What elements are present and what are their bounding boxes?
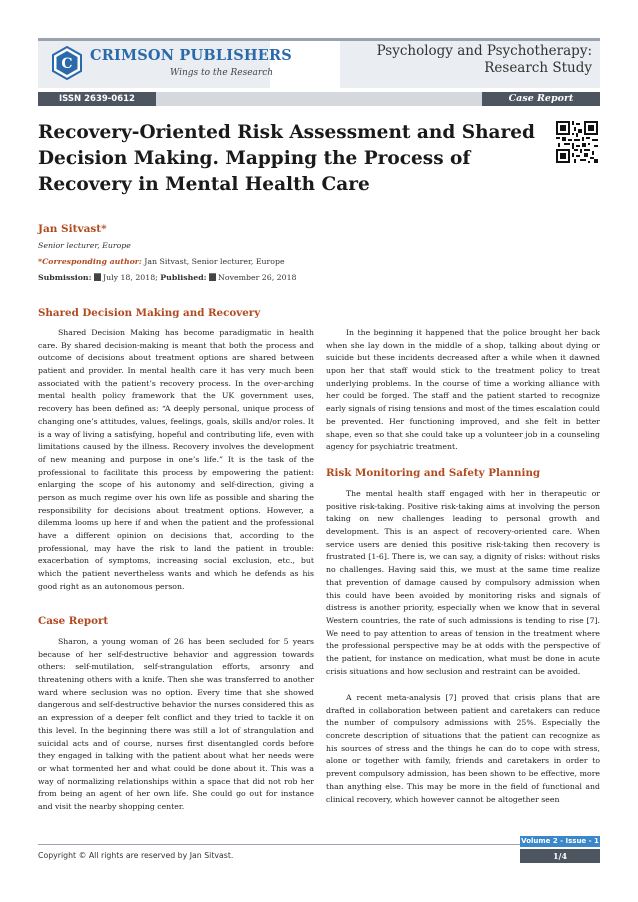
paragraph-shared-decision-making: Shared Decision Making has become paradigmatic in health care. By shared decision-making is meant that both the process and outcome of decisions about treatment options are shared between patient and provider. In mental health care it has very much been associated with the patient’s recovery process. In the over-arching mental health policy framework that the UK government uses, recovery has been defined as: “A deeply personal, unique process of changing one’s attitudes, values, feelings, goals, skills and/or roles. It is a way of living a satisfying, hopeful and contributing life, even with limitations caused by the illness. Recovery involves the development of new meaning and purpose in one’s life.” It is the task of the professional to facilitate this process by empowering the patient: enlarging the scope of his autonomy and self-direction, giving a person as much regime over his own life as possible and sharing the responsibility for decisions about treatment options. However, a dilemma looms up here if and when the patient and the professional have a different opinion on decisions that, according to the professional, may have the risk to land the patient in trouble: exacerbation of symptoms, increasing social exclusion, etc., but which the patient nevertheless wants and which he defends as his good right as an autonomous person. bbox=[38, 328, 314, 591]
volume-issue-badge: Volume 2 - Issue - 1 bbox=[521, 837, 599, 845]
qr-code-icon[interactable] bbox=[556, 121, 598, 163]
author-name: Jan Sitvast* bbox=[38, 223, 107, 235]
publication-dates bbox=[38, 273, 297, 282]
submission-date: July 18, 2018; bbox=[102, 273, 158, 282]
copyright-notice: Copyright © All rights are reserved by Jan Sitvast. bbox=[38, 851, 234, 860]
article-title: Recovery-Oriented Risk Assessment and Shared Decision Making. Mapping the Process of Recovery in Mental Health Care bbox=[38, 122, 535, 195]
paragraph-meta-analysis: A recent meta-analysis [7] proved that crisis plans that are drafted in collaboration between patient and caretakers can reduce the number of compulsory admissions with 25%. Especially the concrete description of situations that the patient can recognize as his sources of stress and the things he can do to cope with stress, alone or together with family, friends and caretakers in order to prevent compulsory admission, has been shown to be effective, more than anything else. This may be more in the field of functional and clinical recovery, which however cannot be altogether seen bbox=[326, 693, 600, 804]
publisher-name: CRIMSON PUBLISHERS bbox=[90, 47, 292, 64]
paragraph-case-report: Sharon, a young woman of 26 has been secluded for 5 years because of her self-destructive behavior and aggression towards others: self-mutilation, self-strangulation efforts, arsonry and threatening others with a knife. Then she was transferred to another ward where seclusion was no option. Every time that she showed dangerous and self-destructive behavior the nurses considered this as an expression of a deeper felt conflict and they tried to tackle it on this level. In the beginning there was still a lot of strangulation and suicidal acts and of course, nurses first disentangled cords before they engaged in talking with the patient about what her needs were or what tormented her and what could be done about it. This was a way of normalizing relationships within a space that did not rob her from being an agent of her own life. She could go out for instance and visit the nearby shopping center. bbox=[38, 637, 314, 811]
article-type-badge: Case Report bbox=[482, 92, 600, 106]
logo-letter: C bbox=[61, 56, 73, 72]
paragraph-risk-monitoring: The mental health staff engaged with her in therapeutic or positive risk-taking. Positive risk-taking aims at involving the person taking on new challenges leading to personal growth and development. This is an aspect of recovery-oriented care. When service users are denied this positive risk-taking then recovery is frustrated [1-6]. There is, we can say, a dignity of risks: without risks no challenges. Having said this, we must at the same time realize that prevention of damage caused by compulsory admission when this could have been avoided by monitoring risks and signals of distress is another priority, especially when we know that in several Western countries, the rate of such admissions is tending to rise [7]. We need to pay attention to areas of tension in the treatment where the professional perspective may be at odds with the perspective of the patient, for instance on medication, what must be done in acute crisis situations and how seclusion and restraint can be avoided. bbox=[326, 489, 600, 676]
journal-title-line1: Psychology and Psychotherapy: bbox=[376, 43, 592, 59]
submission-label: Submission: bbox=[38, 273, 92, 282]
author-affiliation: Senior lecturer, Europe bbox=[38, 241, 131, 250]
calendar-icon bbox=[209, 273, 216, 281]
published-date: November 26, 2018 bbox=[218, 273, 297, 282]
corresponding-author-text: Jan Sitvast, Senior lecturer, Europe bbox=[144, 257, 285, 266]
page-number: 1/4 bbox=[520, 849, 600, 863]
paragraph-case-continued: In the beginning it happened that the police brought her back when she lay down in the middle of a shop, talking about dying or suicide but these incidents decreased after a while when it dawned upon her that staff would stick to the treatment policy to treat underlying problems. In the course of time a working alliance with her could be forged. The staff and the patient started to recognize early signals of rising tensions and most of the times escalation could be prevented. Her functioning improved, and she felt in better shape, even so that she could take up a volunteer job in a counseling agency for psychiatric treatment. bbox=[326, 328, 600, 452]
corresponding-author-label: *Corresponding author: bbox=[38, 257, 142, 266]
footer-rule bbox=[38, 844, 600, 845]
journal-title-line2: Research Study bbox=[484, 60, 592, 76]
publisher-tagline: Wings to the Research bbox=[170, 68, 274, 78]
crimson-logo-icon bbox=[52, 46, 82, 80]
section-heading-case-report: Case Report bbox=[38, 615, 109, 627]
calendar-icon bbox=[94, 273, 101, 281]
section-heading-shared-decision-making: Shared Decision Making and Recovery bbox=[38, 307, 261, 319]
section-heading-risk-monitoring: Risk Monitoring and Safety Planning bbox=[326, 467, 541, 479]
corresponding-author bbox=[38, 257, 285, 266]
published-label: Published: bbox=[160, 273, 207, 282]
issn-badge: ISSN 2639-0612 bbox=[38, 92, 156, 106]
